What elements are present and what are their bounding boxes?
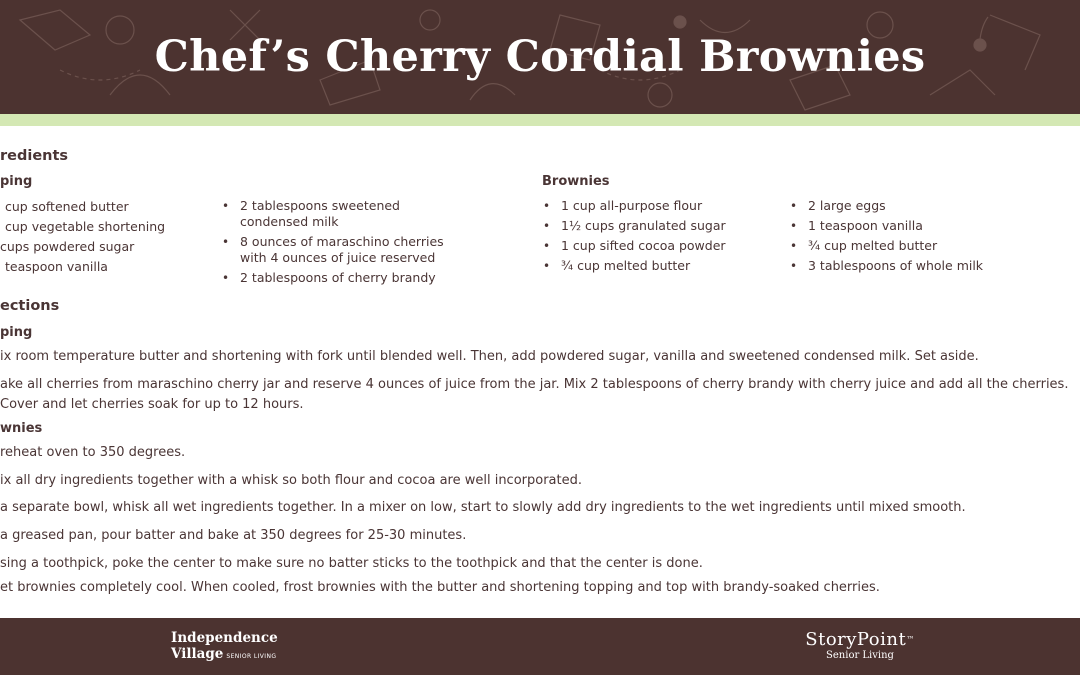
direction-step: sing a toothpick, poke the center to make sure no batter sticks to the toothpick and that the center is done. xyxy=(0,556,703,571)
recipe-content xyxy=(0,126,1080,618)
logo-subtext: Senior Living xyxy=(826,650,894,661)
brownie-ingredient: ¾ cup melted butter xyxy=(561,258,691,273)
header-banner xyxy=(0,0,1080,114)
bullet: • xyxy=(790,199,798,213)
topping-ingredient xyxy=(240,234,444,266)
topping-ingredient: cup softened butter xyxy=(5,199,129,214)
topping-ingredient: teaspoon vanilla xyxy=(5,259,108,274)
footer-bar xyxy=(0,618,1080,675)
direction-step: reheat oven to 350 degrees. xyxy=(0,445,186,460)
ingredient-line: 2 tablespoons sweetened xyxy=(240,198,400,213)
brownie-ingredient: 2 large eggs xyxy=(808,198,886,213)
directions-brownies-heading: wnies xyxy=(0,421,43,436)
bullet: • xyxy=(222,199,230,213)
page-title: Chef’s Cherry Cordial Brownies xyxy=(154,32,926,82)
accent-stripe xyxy=(0,114,1080,126)
direction-step: ake all cherries from maraschino cherry jar and reserve 4 ounces of juice from the jar. Mix 2 tablespoons of cherry brandy with cherry juice and add all the cherries. xyxy=(0,377,1069,392)
logo-subtext: SENIOR LIVING xyxy=(226,653,277,660)
storypoint-logo xyxy=(790,630,930,662)
direction-step: a greased pan, pour batter and bake at 350 degrees for 25-30 minutes. xyxy=(0,528,467,543)
trademark-mark: ™ xyxy=(906,635,915,644)
ingredient-line: with 4 ounces of juice reserved xyxy=(240,250,436,265)
bullet: • xyxy=(790,259,798,273)
brownie-ingredient: 1 cup sifted cocoa powder xyxy=(561,238,726,253)
directions-topping-heading: ping xyxy=(0,325,33,340)
logo-text: Village xyxy=(171,646,224,662)
direction-step: a separate bowl, whisk all wet ingredients together. In a mixer on low, start to slowly add dry ingredients to the wet ingredients until mixed smooth. xyxy=(0,500,966,515)
direction-step: ix room temperature butter and shortening with fork until blended well. Then, add powdered sugar, vanilla and sweetened condensed milk. Set aside. xyxy=(0,349,979,364)
bullet: • xyxy=(790,219,798,233)
brownie-ingredient: 3 tablespoons of whole milk xyxy=(808,258,984,273)
topping-ingredient: cup vegetable shortening xyxy=(5,219,166,234)
topping-ingredient: cups powdered sugar xyxy=(0,239,135,254)
logo-text: StoryPoint xyxy=(805,629,907,650)
brownie-ingredient: 1 cup all-purpose flour xyxy=(561,198,703,213)
brownie-ingredient: 1½ cups granulated sugar xyxy=(561,218,726,233)
brownie-ingredient: ¾ cup melted butter xyxy=(808,238,938,253)
direction-step: ix all dry ingredients together with a whisk so both flour and cocoa are well incorporated. xyxy=(0,473,583,488)
ingredient-line: condensed milk xyxy=(240,214,339,229)
bullet: • xyxy=(222,235,230,249)
bullet: • xyxy=(543,259,551,273)
directions-heading: ections xyxy=(0,298,60,314)
independence-village-logo xyxy=(171,630,278,665)
bullet: • xyxy=(543,199,551,213)
ingredients-topping-heading: ping xyxy=(0,174,33,189)
logo-text: Independence xyxy=(171,630,278,646)
direction-step: Cover and let cherries soak for up to 12 hours. xyxy=(0,397,304,412)
bullet: • xyxy=(543,219,551,233)
topping-ingredient: 2 tablespoons of cherry brandy xyxy=(240,270,436,285)
bullet: • xyxy=(543,239,551,253)
bullet: • xyxy=(222,271,230,285)
bullet: • xyxy=(790,239,798,253)
ingredient-line: 8 ounces of maraschino cherries xyxy=(240,234,444,249)
ingredients-heading: redients xyxy=(0,148,69,164)
topping-ingredient xyxy=(240,198,400,230)
brownie-ingredient: 1 teaspoon vanilla xyxy=(808,218,923,233)
direction-step: et brownies completely cool. When cooled, frost brownies with the butter and shortening topping and top with brandy-soaked cherries. xyxy=(0,580,880,595)
ingredients-brownies-heading: Brownies xyxy=(542,174,610,189)
